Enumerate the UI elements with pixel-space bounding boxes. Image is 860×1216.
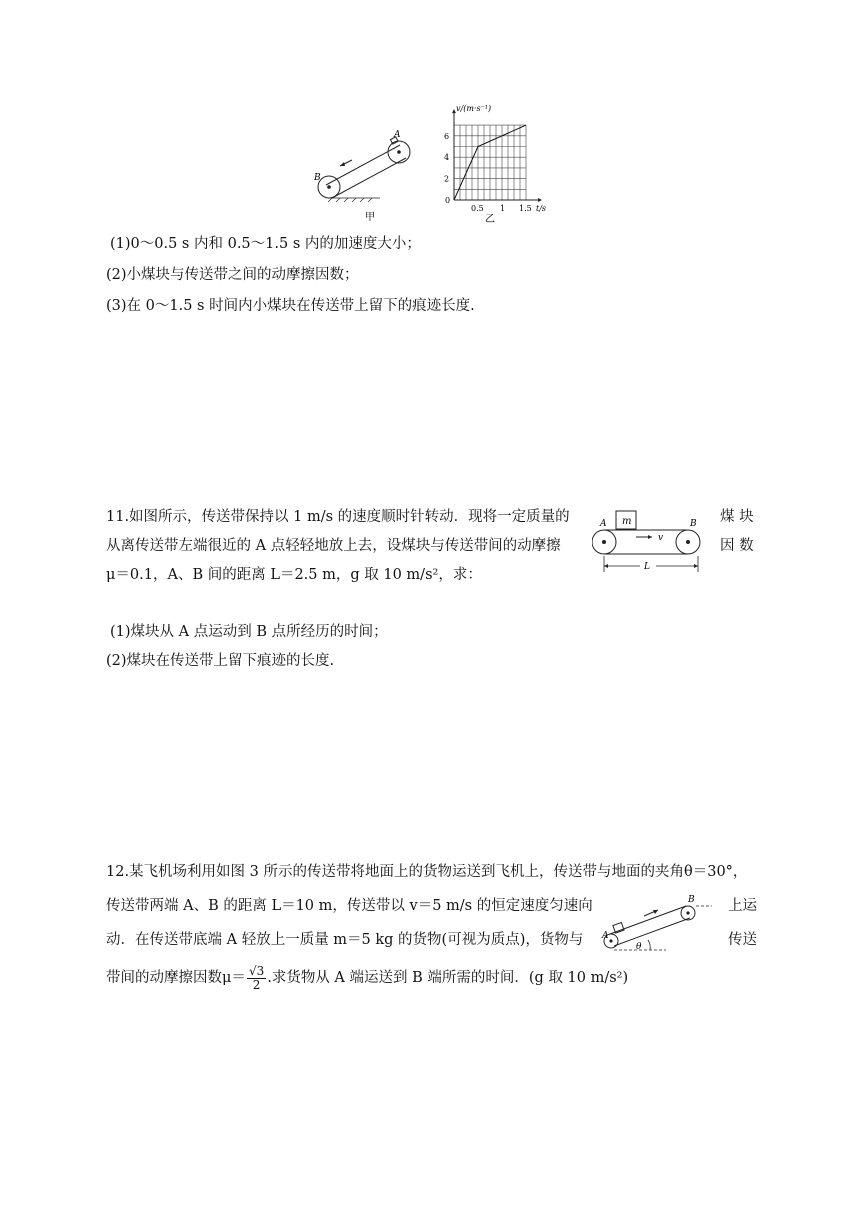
q11-fig-label-l: L [644,562,650,572]
q12-fraction [247,965,266,992]
y-tick-label: 6 [444,131,450,141]
q12-line-4-pre: 带间的动摩擦因数μ＝ [106,970,246,986]
q12-fig-label-a: A [602,931,609,941]
fig1-label-b: B [314,173,321,183]
y-tick-label: 2 [444,174,450,184]
q12-fig-label-theta: θ [636,942,642,952]
q11-line-2-tail: 因 数 [720,538,754,554]
q12-line-4 [106,962,628,994]
q11-fig-label-m: m [622,516,632,527]
fig1-caption: 甲 [365,212,375,223]
q12-line-3-tail: 传送 [728,932,757,948]
x-tick-label: 1 [500,204,506,213]
q11-fig-label-v: v [658,533,664,543]
fig2-caption: 乙 [485,214,495,224]
x-axis-arrow [538,198,542,202]
q11-fig-label-a: A [600,519,607,529]
q11-item-1: (1)煤块从 A 点运动到 B 点所经历的时间； [110,624,388,640]
q12-line-2-tail: 上运 [728,898,757,914]
x-axis-label: t/s [536,204,547,213]
q12-line-4-post: .求货物从 A 端运送到 B 端所需的时间．(g 取 10 m/s²) [267,970,629,986]
q12-line-2: 传送带两端 A、B 的距离 L＝10 m，传送带以 v＝5 m/s 的恒定速度匀速向 [106,898,593,914]
q12-fig-label-b: B [688,895,695,905]
q10-item-3: (3)在 0～1.5 s 时间内小煤块在传送带上留下的痕迹长度. [106,298,475,314]
vt-graph [436,100,556,224]
q12-line-3: 动．在传送带底端 A 轻放上一质量 m＝5 kg 的货物(可视为质点)，货物与 [106,932,584,948]
y-tick-label: 4 [444,153,450,163]
figure-horizontal-conveyor [592,506,712,578]
y-axis-label: v/(m·s⁻¹) [456,104,492,113]
fig1-label-a: A [394,130,401,140]
q11-fig-label-b: B [690,519,697,529]
x-tick-label: 1.5 [519,204,532,213]
q12-line-1: 12.某飞机场利用如图 3 所示的传送带将地面上的货物运送到飞机上，传送带与地面的夹角θ＝30°， [106,864,748,880]
q10-item-2: (2)小煤块与传送带之间的动摩擦因数； [106,267,359,283]
q11-line-2: 从离传送带左端很近的 A 点轻轻地放上去，设煤块与传送带间的动摩擦 [106,538,561,554]
q12-frac-den: 2 [252,977,261,992]
q11-item-2: (2)煤块在传送带上留下痕迹的长度. [106,653,335,669]
x-tick-label: 0.5 [471,204,484,213]
q12-frac-num: √3 [248,963,265,978]
q11-line-1: 11.如图所示，传送带保持以 1 m/s 的速度顺时针转动．现将一定质量的 [106,509,570,525]
q11-line-3: μ＝0.1，A、B 间的距离 L＝2.5 m，g 取 10 m/s²，求： [106,567,482,583]
figure-incline-conveyor [310,126,420,226]
q10-item-1: (1)0～0.5 s 内和 0.5～1.5 s 内的加速度大小； [110,236,421,252]
q11-line-1-tail: 煤 块 [720,509,754,525]
origin-label: 0 [445,196,451,205]
figure-inclined-conveyor-airport [598,892,720,960]
